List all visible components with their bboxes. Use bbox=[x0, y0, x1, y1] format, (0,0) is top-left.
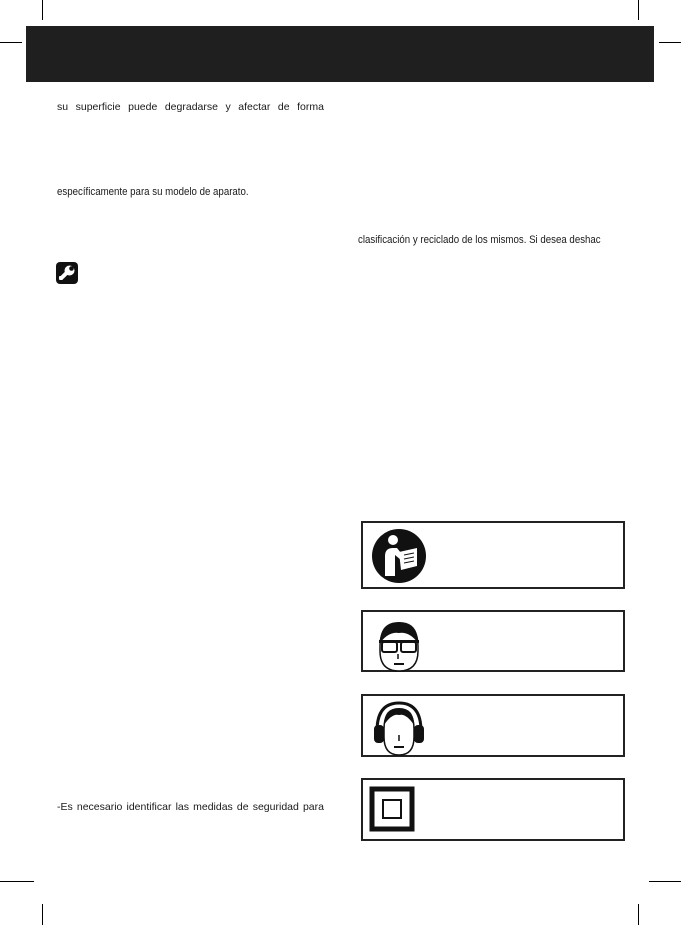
word: seguridad bbox=[252, 801, 299, 813]
crop-mark bbox=[649, 881, 681, 882]
word: de bbox=[236, 801, 249, 813]
symbol-box-double-insulation bbox=[361, 778, 625, 841]
ear-protection-icon bbox=[371, 701, 427, 757]
crop-mark bbox=[42, 0, 43, 20]
crop-mark bbox=[638, 0, 639, 20]
symbol-box-ear-protection bbox=[361, 694, 625, 757]
crop-mark bbox=[42, 904, 43, 925]
word: medidas bbox=[193, 801, 233, 813]
word: necesario bbox=[76, 801, 123, 813]
symbol-box-safety-glasses bbox=[361, 610, 625, 672]
read-manual-icon bbox=[371, 528, 427, 584]
right-text-line-1: clasificación y reciclado de los mismos. Si desea deshac bbox=[358, 234, 601, 246]
double-insulation-icon bbox=[369, 786, 425, 842]
header-banner bbox=[26, 26, 654, 82]
word: de bbox=[277, 101, 290, 113]
word: para bbox=[302, 801, 324, 813]
word: superficie bbox=[75, 101, 121, 113]
crop-mark bbox=[0, 881, 34, 882]
left-text-line-1 bbox=[57, 101, 324, 114]
crop-mark bbox=[0, 42, 22, 43]
word: afectar bbox=[238, 101, 271, 113]
word: degradarse bbox=[164, 101, 218, 113]
word: puede bbox=[128, 101, 158, 113]
safety-glasses-icon bbox=[371, 617, 427, 673]
word: su bbox=[57, 101, 69, 113]
wrench-icon bbox=[56, 262, 78, 284]
left-text-line-2: específicamente para su modelo de aparato. bbox=[57, 186, 249, 198]
crop-mark bbox=[659, 42, 681, 43]
word: y bbox=[225, 101, 231, 113]
symbol-box-read-manual bbox=[361, 521, 625, 589]
word: -Es bbox=[57, 801, 73, 813]
word: forma bbox=[297, 101, 324, 113]
crop-mark bbox=[638, 904, 639, 925]
word: identificar bbox=[126, 801, 172, 813]
word: las bbox=[175, 801, 189, 813]
left-text-line-3 bbox=[57, 801, 324, 814]
